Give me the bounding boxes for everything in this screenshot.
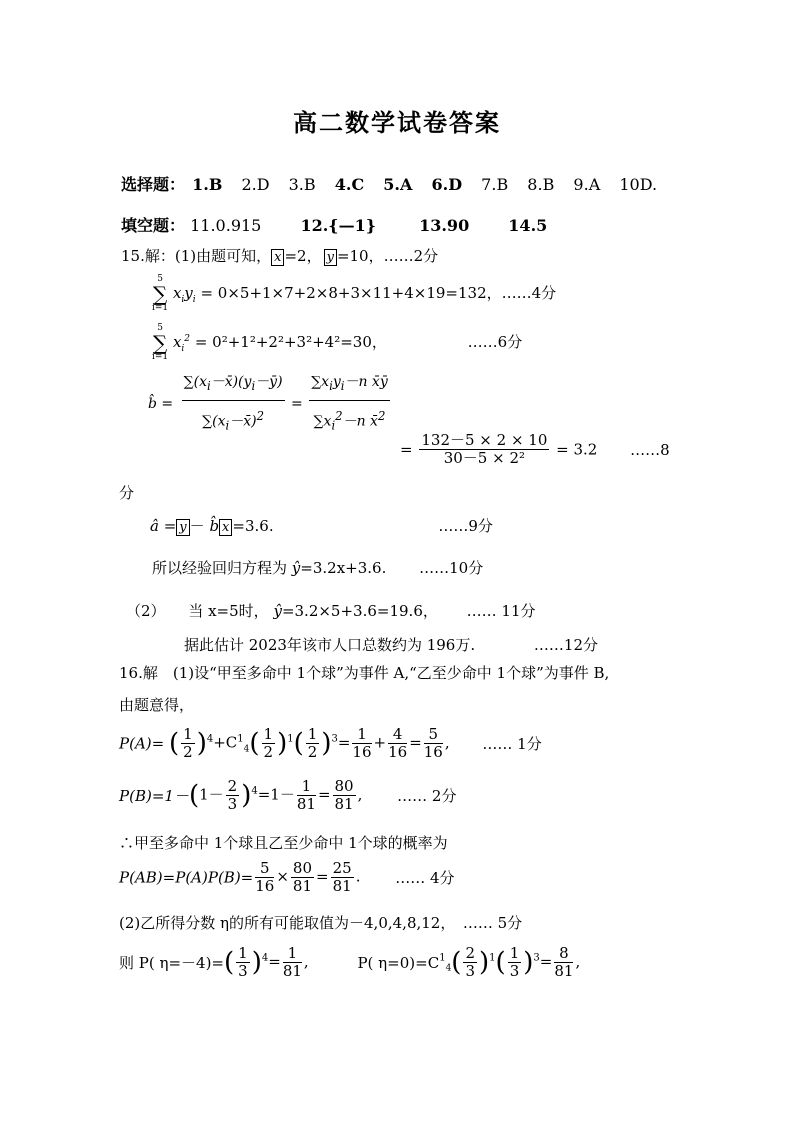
q15-sum-xy [152,274,556,314]
q16-line2: 由题意得， [119,696,195,714]
pa-line: P(A)= ( $\frac{1}{2}$ )$^4+C^1_4$( $\frac{1}{2}$ )$^1$( $\frac{1}{2}$ )$^3$= $\frac{1}{16}$ + $\frac{4}{16}$ = $\frac{5}{16}$ , …… 1分 [119,725,542,761]
b-hat-formula: b̂ = $\frac{\sum(x_i-x̄)(y_i-ȳ)}{\sum(x_i-x̄)^2}$ = $\frac{\sum x_iy_i-n x̄ȳ}{\sum x_i^2-n x̄^2}$ [148,368,392,440]
xbar-value: =2， [284,247,322,265]
regression-label: 所以经验回归方程为 [152,559,288,577]
pb-label: P(B)=1－ [119,787,189,805]
q16-line1: 16.解 (1)设“甲至多命中 1个球”为事件 A,“乙至少命中 1个球”为事件 B, [119,664,610,682]
score-6: ……6分 [467,333,523,351]
eta-line: 则 P( η=－4)=( $\frac{1}{3}$ )$^4$= $\frac{1}{81}$ , P( $\eta=0)=C^1_4$( $\frac{2}{3}$ )$^1$( $\frac{1}{3}$ )$^3$= $\frac{8}{81}$ , [119,944,581,980]
score-11: …… 11分 [466,602,536,620]
ybar-symbol: y [176,519,189,536]
q15-intro: 15.解：(1)由题可知， [121,247,272,265]
b-hat-frac1: $\frac{\sum(x_i-x̄)(y_i-ȳ)}{\sum(x_i-x̄)^2}$ [182,368,285,440]
xbar-symbol: x [219,519,232,536]
score-10: ……10分 [419,559,484,577]
eta-neg4-label: 则 P( η=－4)= [119,954,225,972]
choice-10: 10D. [619,175,658,194]
regression-equation: =3.2x+3.6. [300,559,387,577]
choice-6: 6.D [431,175,463,194]
xbar-symbol: x [271,249,284,266]
part2-condition: 当 x=5时， [188,602,269,620]
choice-3: 3.B [288,175,316,194]
score-q16-1: …… 1分 [482,735,542,753]
choice-label: 选择题： [121,175,186,194]
pa-label: P(A)= [119,734,165,753]
choice-5: 5.A [383,175,413,194]
q15-part2 [126,600,536,621]
pab-label: P(AB)=P(A)P(B)= [119,868,254,887]
b-hat-result: = 3.2 [556,440,598,459]
pb-line: P(B)=1－(1－ $\frac{2}{3}$ )$^4$=1－ $\frac{1}{81}$ = $\frac{80}{81}$ , …… 2分 [119,777,457,813]
fill-11: 11.0.915 [190,216,262,235]
choice-7: 7.B [481,175,509,194]
estimate-text: 据此估计 2023年该市人口总数约为 196万. [184,636,476,654]
score-q16-4: …… 4分 [395,869,455,887]
q15-line1 [121,245,438,266]
choice-9: 9.A [573,175,601,194]
ybar-value: =10，……2分 [336,247,439,265]
choice-1: 1.B [192,175,223,194]
choice-answers [121,172,657,195]
score-q16-2: …… 2分 [397,787,457,805]
a-hat-line: â = y － b̂ x =3.6. ……9分 [150,517,493,535]
choice-8: 8.B [527,175,555,194]
fill-answers [121,213,547,236]
b-hat-calc: = $\frac{132-5 \times 2 \times 10}{\text{30－5 × 2²}}$ = 3.2 ……8 [400,431,670,467]
score-8: ……8 [630,440,670,459]
regression-line [152,557,483,578]
part2-label: （2） [126,602,166,620]
sum-symbol: 5 ∑ i=1 [152,274,169,313]
sum-x2-value: = 0²+1²+2²+3²+4²=30， [194,333,387,351]
fill-12: 12.{—1} [300,216,376,235]
score-12: ……12分 [533,636,598,654]
fill-13: 13.90 [419,216,470,235]
y-hat-symbol: ŷ [291,559,301,577]
score-8-unit: 分 [119,484,135,502]
q16-part2: (2)乙所得分数 η的所有可能取值为－4,0,4,8,12， …… 5分 [119,914,523,932]
x2-term: $x_i^2$ [172,333,191,354]
b-hat-calc-frac: $\frac{132-5 \times 2 \times 10}{\text{30－5 × 2²}}$ [421,431,548,467]
eta-0-label: P( η=0)=C [357,953,440,972]
q16-therefore: ∴甲至多命中 1个球且乙至少命中 1个球的概率为 [119,834,448,852]
b-hat-symbol: b̂ = [148,396,174,413]
a-hat-symbol: â [150,517,159,535]
q15-estimate [184,634,598,655]
pab-line: P(AB)=P(A)P(B)= $\frac{5}{16}$ × $\frac{80}{81}$ = $\frac{25}{81}$ . …… 4分 [119,859,455,895]
sum-symbol: 5 ∑ i=1 [152,323,169,362]
fill-label: 填空题： [121,216,186,235]
b-hat-frac2: $\frac{\sum x_iy_i-n x̄ȳ}{\sum x_i^2-n x̄^2}$ [309,368,390,440]
y-hat-symbol: ŷ [273,602,282,620]
b-hat-symbol: b̂ [209,517,220,535]
score-9: ……9分 [438,517,493,535]
fill-14: 14.5 [508,216,548,235]
sum-xy-value: = 0×5+1×7+2×8+3×11+4×19=132，……4分 [200,284,557,302]
choice-2: 2.D [241,175,270,194]
q15-sum-x2 [152,323,522,363]
ybar-symbol: y [324,249,337,266]
a-hat-value: =3.6. [232,517,274,535]
part2-value: =3.2×5+3.6=19.6， [281,602,438,620]
choice-4: 4.C [334,175,365,194]
page-title: 高二数学试卷答案 [293,108,501,137]
xy-term: $x_iy_i$ [172,284,196,305]
